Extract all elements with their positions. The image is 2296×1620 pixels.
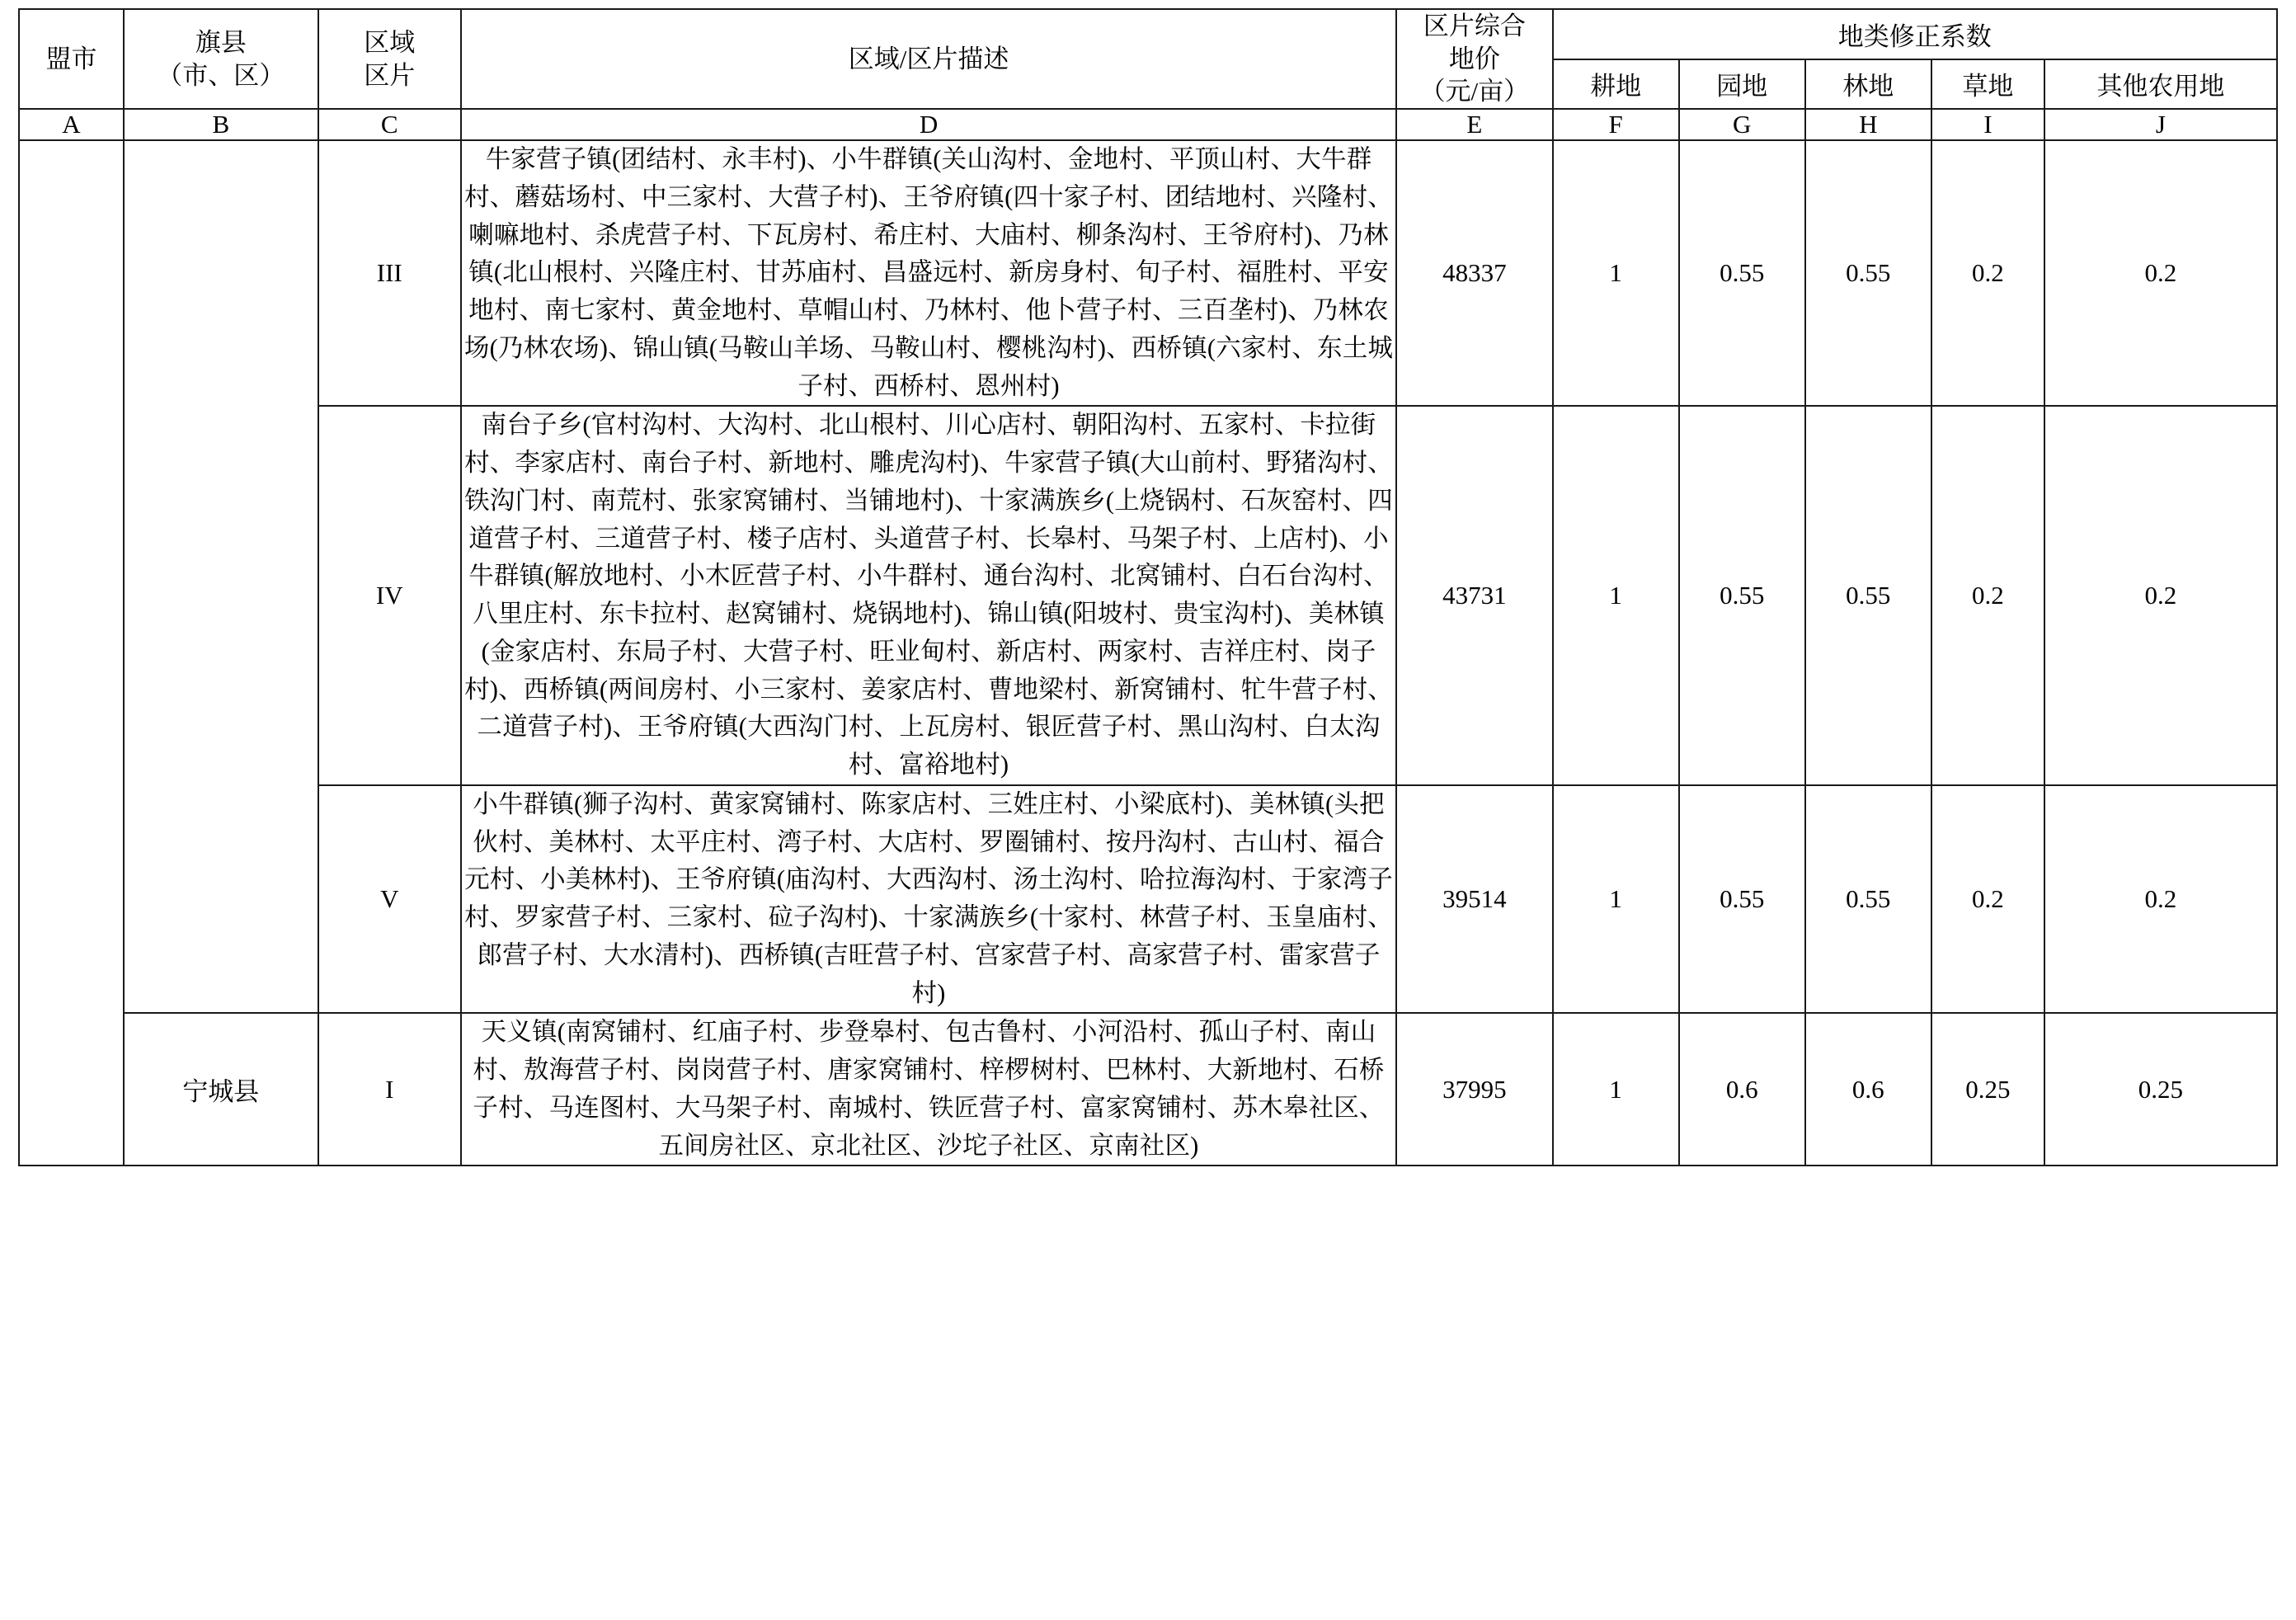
cell-price: 48337	[1396, 140, 1552, 406]
column-letter-row	[19, 109, 2277, 140]
cell-forest: 0.55	[1805, 406, 1931, 785]
letter-g: G	[1679, 109, 1805, 140]
header-garden-land: 园地	[1679, 59, 1805, 110]
letter-a: A	[19, 109, 124, 140]
cell-description: 南台子乡(官村沟村、大沟村、北山根村、川心店村、朝阳沟村、五家村、卡拉街村、李家店村、南台子村、新地村、雕虎沟村)、牛家营子镇(大山前村、野猪沟村、铁沟门村、南荒村、张家窝铺村、当铺地村)、十家满族乡(上烧锅村、石灰窑村、四道营子村、三道营子村、楼子店村、头道营子村、长皋村、马架子村、上店村)、小牛群镇(解放地村、小木匠营子村、小牛群村、通台沟村、北窝铺村、白石台沟村、八里庄村、东卡拉村、赵窝铺村、烧锅地村)、锦山镇(阳坡村、贵宝沟村)、美林镇(金家店村、东局子村、大营子村、旺业甸村、新店村、两家村、吉祥庄村、岗子村)、西桥镇(两间房村、小三家村、姜家店村、曹地梁村、新窝铺村、牤牛营子村、二道营子村)、王爷府镇(大西沟门村、上瓦房村、银匠营子村、黑山沟村、白太沟村、富裕地村)	[461, 406, 1396, 785]
cell-price: 39514	[1396, 785, 1552, 1014]
letter-e: E	[1396, 109, 1552, 140]
header-zone-line2: 区片	[364, 60, 416, 90]
letter-d: D	[461, 109, 1396, 140]
cell-description: 小牛群镇(狮子沟村、黄家窝铺村、陈家店村、三姓庄村、小梁底村)、美林镇(头把伙村、美林村、太平庄村、湾子村、大店村、罗圈铺村、按丹沟村、古山村、福合元村、小美林村)、王爷府镇(庙沟村、大西沟村、汤土沟村、哈拉海沟村、于家湾子村、罗家营子村、三家村、砬子沟村)、十家满族乡(十家村、林营子村、玉皇庙村、郎营子村、大水清村)、西桥镇(吉旺营子村、宫家营子村、高家营子村、雷家营子村)	[461, 785, 1396, 1014]
cell-zone: V	[318, 785, 461, 1014]
header-land-coefficient-group: 地类修正系数	[1553, 9, 2277, 59]
cell-grass: 0.2	[1931, 406, 2044, 785]
cell-zone: IV	[318, 406, 461, 785]
header-price-line2: 地价	[1448, 44, 1500, 73]
cell-price: 37995	[1396, 1013, 1552, 1166]
header-forest-land: 林地	[1805, 59, 1931, 110]
land-price-table	[18, 8, 2278, 1166]
cell-other: 0.2	[2044, 785, 2277, 1014]
table-row	[19, 785, 2277, 1014]
cell-other: 0.2	[2044, 140, 2277, 406]
letter-i: I	[1931, 109, 2044, 140]
cell-grass: 0.2	[1931, 785, 2044, 1014]
cell-county	[124, 1013, 318, 1166]
cell-garden: 0.6	[1679, 1013, 1805, 1166]
cell-county-blank	[124, 140, 318, 1013]
header-county-line1: 旗县	[195, 27, 247, 57]
cell-cultivated: 1	[1553, 785, 1679, 1014]
header-other-agricultural-land: 其他农用地	[2044, 59, 2277, 110]
header-cultivated-land: 耕地	[1553, 59, 1679, 110]
header-county	[124, 9, 318, 109]
cell-zone: III	[318, 140, 461, 406]
cell-description: 牛家营子镇(团结村、永丰村)、小牛群镇(关山沟村、金地村、平顶山村、大牛群村、蘑菇场村、中三家村、大营子村)、王爷府镇(四十家子村、团结地村、兴隆村、喇嘛地村、杀虎营子村、下瓦房村、希庄村、大庙村、柳条沟村、王爷府村)、乃林镇(北山根村、兴隆庄村、甘苏庙村、昌盛远村、新房身村、旬子村、福胜村、平安地村、南七家村、黄金地村、草帽山村、乃林村、他卜营子村、三百垄村)、乃林农场(乃林农场)、锦山镇(马鞍山羊场、马鞍山村、樱桃沟村)、西桥镇(六家村、东土城子村、西桥村、恩州村)	[461, 140, 1396, 406]
cell-zone: I	[318, 1013, 461, 1166]
table-header	[19, 9, 2277, 140]
cell-grass: 0.25	[1931, 1013, 2044, 1166]
table-body	[19, 140, 2277, 1166]
letter-c: C	[318, 109, 461, 140]
cell-city-merged	[19, 140, 124, 1166]
header-price-line3: （元/亩）	[1419, 77, 1530, 106]
table-row	[19, 406, 2277, 785]
cell-cultivated: 1	[1553, 140, 1679, 406]
cell-cultivated: 1	[1553, 1013, 1679, 1166]
header-grass-land: 草地	[1931, 59, 2044, 110]
table-row	[19, 140, 2277, 406]
cell-price: 43731	[1396, 406, 1552, 785]
header-price	[1396, 9, 1552, 109]
cell-grass: 0.2	[1931, 140, 2044, 406]
cell-other: 0.2	[2044, 406, 2277, 785]
header-zone	[318, 9, 461, 109]
cell-forest: 0.6	[1805, 1013, 1931, 1166]
letter-f: F	[1553, 109, 1679, 140]
letter-b: B	[124, 109, 318, 140]
header-row-titles	[19, 9, 2277, 59]
cell-forest: 0.55	[1805, 785, 1931, 1014]
header-county-line2: （市、区）	[157, 60, 285, 90]
cell-garden: 0.55	[1679, 785, 1805, 1014]
table-row	[19, 1013, 2277, 1166]
letter-h: H	[1805, 109, 1931, 140]
cell-forest: 0.55	[1805, 140, 1931, 406]
header-price-line1: 区片综合	[1423, 12, 1526, 40]
cell-cultivated: 1	[1553, 406, 1679, 785]
cell-description: 天义镇(南窝铺村、红庙子村、步登皋村、包古鲁村、小河沿村、孤山子村、南山村、敖海营子村、岗岗营子村、唐家窝铺村、梓椤树村、巴林村、大新地村、石桥子村、马连图村、大马架子村、南城村、铁匠营子村、富家窝铺村、苏木皋社区、五间房社区、京北社区、沙坨子社区、京南社区)	[461, 1013, 1396, 1166]
cell-garden: 0.55	[1679, 140, 1805, 406]
header-description: 区域/区片描述	[461, 9, 1396, 109]
header-city: 盟市	[19, 9, 124, 109]
header-zone-line1: 区域	[364, 27, 416, 57]
letter-j: J	[2044, 109, 2277, 140]
cell-other: 0.25	[2044, 1013, 2277, 1166]
cell-garden: 0.55	[1679, 406, 1805, 785]
cell-county-label: 宁城县	[182, 1077, 260, 1107]
